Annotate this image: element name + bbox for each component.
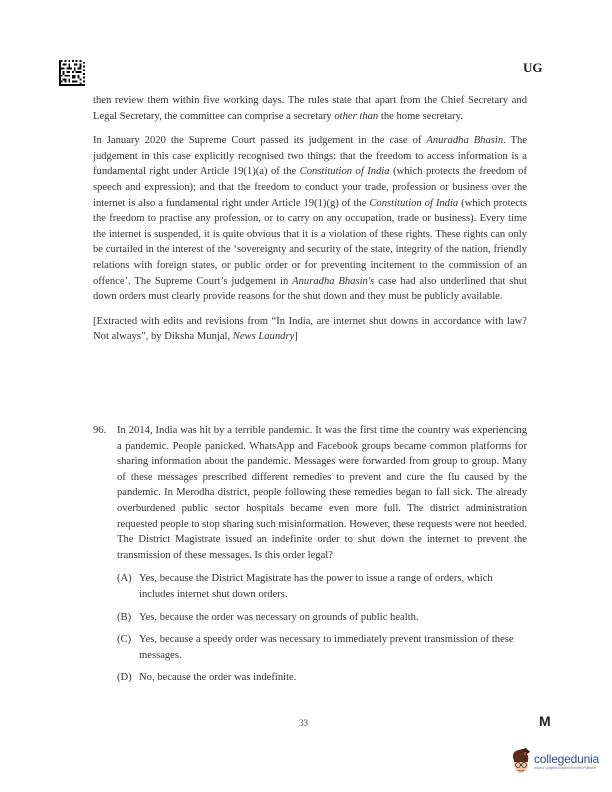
- exam-code-header: UG: [523, 60, 543, 75]
- paragraph-text: ]: [294, 331, 298, 343]
- option-b[interactable]: [117, 610, 527, 626]
- logo-tagline: India's Largest Student Review Platform: [534, 766, 597, 770]
- option-text: Yes, because the District Magistrate has the power to issue a range of orders, which includes internet shut down orders.: [139, 573, 493, 600]
- option-d[interactable]: [117, 670, 527, 686]
- passage-paragraph-2: [93, 133, 527, 305]
- question-text: In 2014, India was hit by a terrible pandemic. It was the first time the country was experiencing a pandemic. People panicked. WhatsApp and Facebook groups became common platforms for sharing information about the pandemic. Messages were forwarded from group to group. Many of these messages prescribed different remedies to prevent and cure the flu caused by the pandemic. In Merodha district, people following these remedies began to fall sick. The already overburdened public sector hospitals became even more full. The district administration requested people to stop sharing such misinformation. However, these requests were not heeded. The District Magistrate issued an indefinite order to shut down the internet to prevent the transmission of these messages. Is this order legal?: [117, 425, 527, 561]
- paragraph-text: . The judgement in this case explicitly recognised two things: that the freedom to access information is a fundamental right under Article 19(1)(a) of the: [93, 135, 528, 178]
- paragraph-text: [Extracted with edits and revisions from “In India, are internet shut downs in accordance with law? Not always”, by Diksha Munjal,: [93, 315, 527, 343]
- paragraph-text: case had also underlined that shut down orders must clearly provide reasons for the shut down and they must be publicly available.: [93, 275, 527, 303]
- passage: [93, 93, 527, 354]
- option-label: (D): [117, 672, 132, 684]
- citation: [93, 314, 527, 345]
- italic-text: Constitution of India: [299, 166, 390, 178]
- option-a[interactable]: [117, 571, 527, 602]
- datamatrix-barcode-icon: [59, 60, 85, 86]
- option-c[interactable]: [117, 632, 527, 663]
- question-96: [93, 423, 527, 693]
- option-text: No, because the order was indefinite.: [139, 672, 297, 684]
- italic-text: Constitution of India: [369, 197, 459, 209]
- question-number: 96.: [93, 425, 107, 436]
- paragraph-text: (which protects the freedom of speech and expression); and that the freedom to conduct your trade, profession or business over the internet is also a fundamental right under Article 19(1)(g) of the: [93, 166, 527, 209]
- option-text: Yes, because a speedy order was necessary to immediately prevent transmission of these messages.: [139, 634, 514, 661]
- italic-text: Anuradha Bhasin's: [292, 275, 375, 287]
- answer-options: [93, 571, 527, 686]
- italic-text: Anuradha Bhasin: [426, 135, 504, 147]
- option-label: (B): [117, 611, 132, 623]
- logo-name: collegedunia: [534, 752, 599, 766]
- italic-text: other than: [334, 110, 379, 122]
- page-number: 33: [299, 718, 308, 728]
- collegedunia-logo[interactable]: [510, 748, 599, 776]
- paragraph-text: (which protects the freedom to practise any profession, or to carry on any occupation, trade or business). Every time the internet is suspended, it is quite obvious that it is a violation of these rights. These rights can only be curtailed in the interest of the ‘sovereignty and security of the state, integrity of the nation, friendly relations with foreign states, or public order or for preventing incitement to the commission of an offence’. The Supreme Court’s judgement in: [93, 197, 527, 287]
- paragraph-text: then review them within five working days. The rules state that apart from the Chief Secretary and Legal Secretary, the committee can comprise a secretary: [93, 95, 527, 122]
- page-mark: M: [539, 713, 551, 729]
- paragraph-text: In January 2020 the Supreme Court passed its judgement in the case of: [93, 135, 427, 147]
- option-label: (C): [117, 634, 132, 646]
- italic-text: News Laundry: [232, 331, 295, 343]
- student-mascot-icon: [510, 748, 532, 776]
- paragraph-text: the home secretary.: [378, 110, 463, 122]
- option-label: (A): [117, 573, 132, 585]
- passage-paragraph-1: [93, 93, 527, 124]
- option-text: Yes, because the order was necessary on grounds of public health.: [139, 611, 419, 623]
